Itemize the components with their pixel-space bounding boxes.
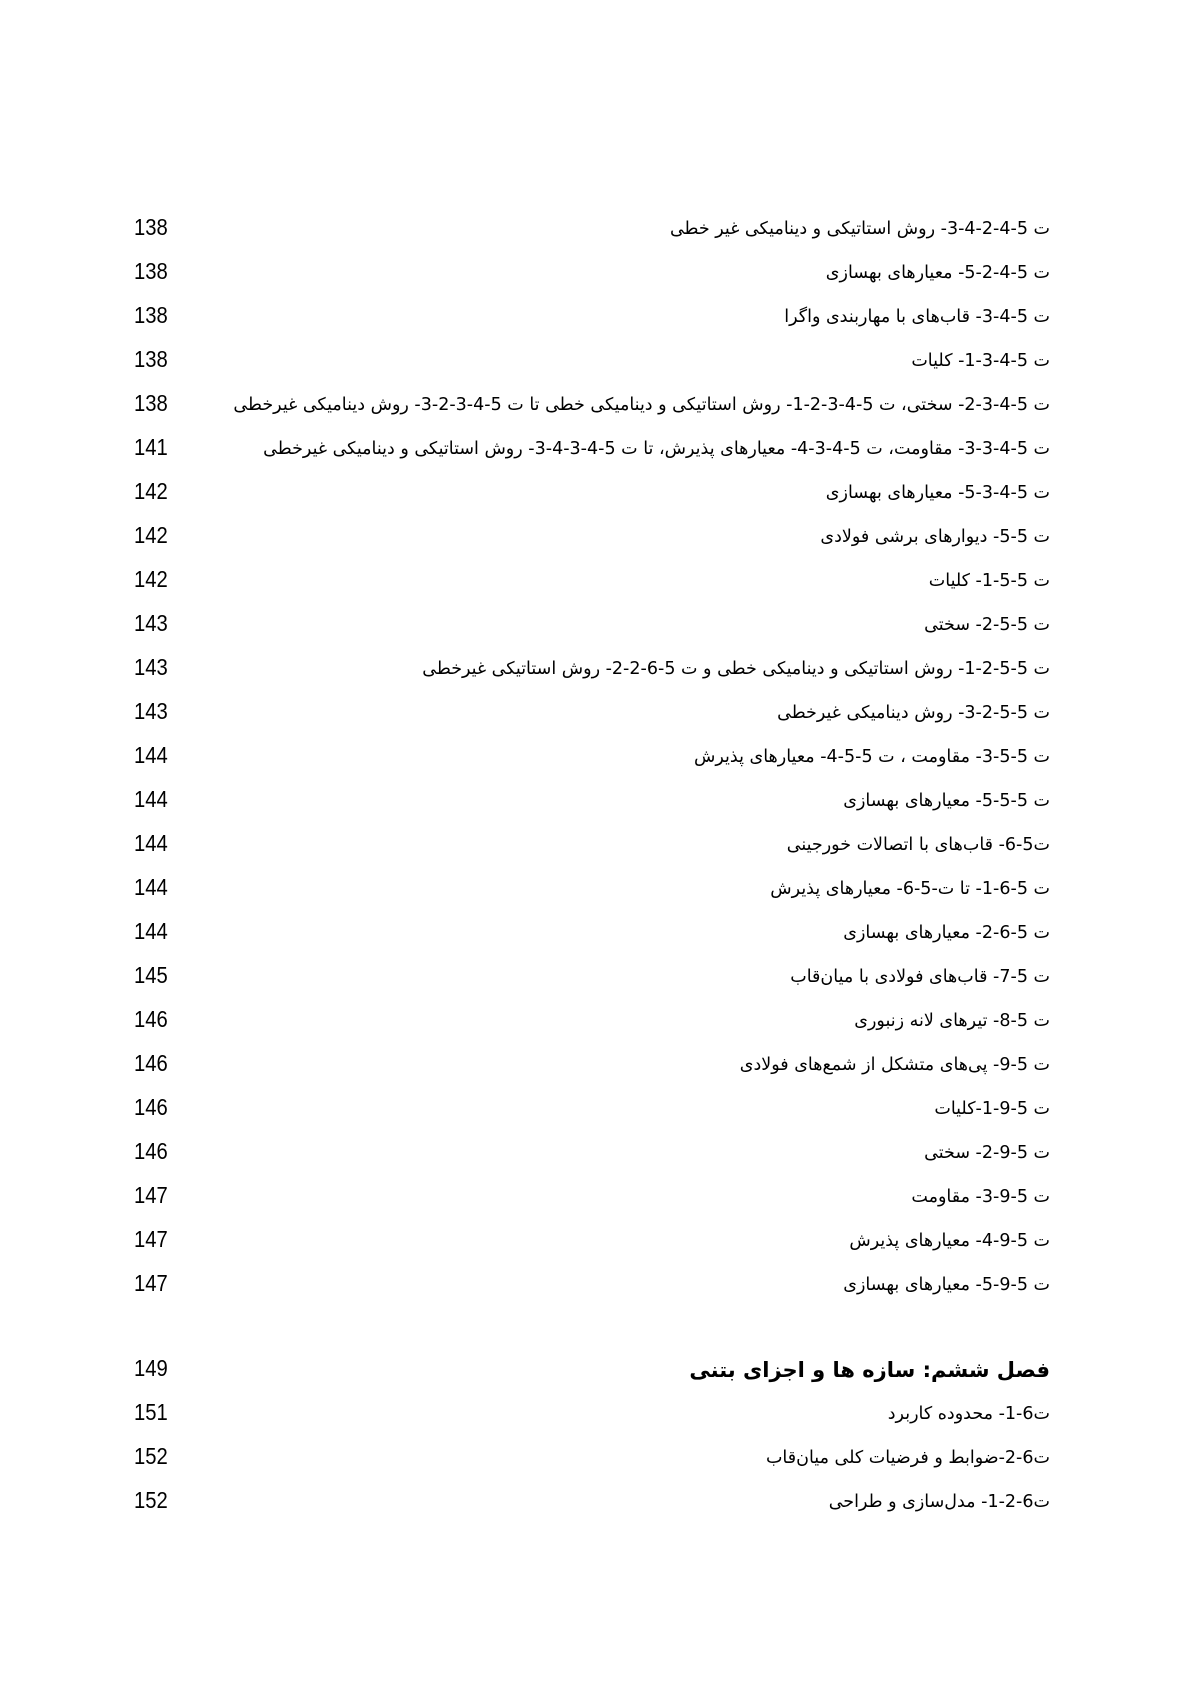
toc-page-number: 138: [134, 214, 168, 240]
toc-page-number: 146: [134, 1094, 168, 1120]
toc-entry-title: ت 5-9-2- سختی: [924, 1143, 1050, 1163]
toc-entry-title: ت 5-4-3- قاب‌های با مهاربندی واگرا: [784, 307, 1050, 327]
toc-page-number: 144: [134, 874, 168, 900]
toc-entry[interactable]: [130, 1269, 1050, 1313]
toc-entry-title: ت 5-7- قاب‌های فولادی با میان‌قاب: [790, 967, 1050, 987]
toc-page-number: 143: [134, 698, 168, 724]
toc-page-number: 138: [134, 390, 168, 416]
toc-entry-title: ت 5-5-5- معیارهای بهسازی: [843, 791, 1050, 811]
toc-entry[interactable]: [130, 961, 1050, 1005]
toc-entry[interactable]: [130, 1181, 1050, 1225]
toc-entry[interactable]: [130, 829, 1050, 873]
toc-entry-title: ت 5-9-5- معیارهای بهسازی: [843, 1275, 1050, 1295]
toc-entry-title: ت 5-6-2- معیارهای بهسازی: [843, 923, 1050, 943]
toc-entry[interactable]: [130, 1225, 1050, 1269]
toc-entry-title: ت 5-6-1- تا ت-5-6- معیارهای پذیرش: [770, 879, 1050, 899]
toc-page-number: 152: [134, 1487, 168, 1513]
toc-entry-title: ت 5-5- دیوارهای برشی فولادی: [820, 527, 1050, 547]
toc-entry-title: ت 5-9-4- معیارهای پذیرش: [849, 1231, 1050, 1251]
toc-page-number: 144: [134, 830, 168, 856]
toc-entry-title: ت 5-4-2-4-3- روش استاتیکی و دینامیکی غیر خطی: [669, 219, 1050, 239]
toc-entry[interactable]: [130, 873, 1050, 917]
toc-entry-title: ت 5-5-1- کلیات: [928, 571, 1050, 591]
toc-entry[interactable]: [130, 1442, 1050, 1486]
toc-chapter-title: فصل ششم: سازه ها و اجزای بتنی: [689, 1358, 1050, 1382]
toc-entry-title: ت 5-9-3- مقاومت: [911, 1187, 1050, 1207]
toc-entry[interactable]: [130, 1049, 1050, 1093]
toc-entry[interactable]: [130, 521, 1050, 565]
toc-entry-title: ت 5-4-2-5- معیارهای بهسازی: [825, 263, 1050, 283]
table-of-contents: [130, 213, 1050, 1530]
toc-page-number: 147: [134, 1182, 168, 1208]
toc-entry-title: ت 5-5-2-1- روش استاتیکی و دینامیکی خطی و ت 5-6-2-2- روش استاتیکی غیرخطی: [422, 659, 1050, 679]
toc-entry-title: ت6-2-ضوابط و فرضیات کلی میان‌قاب: [765, 1448, 1050, 1468]
toc-entry[interactable]: [130, 1137, 1050, 1181]
toc-entry[interactable]: [130, 653, 1050, 697]
toc-entry[interactable]: [130, 257, 1050, 301]
toc-page-number: 144: [134, 786, 168, 812]
toc-entry[interactable]: [130, 785, 1050, 829]
toc-page-number: 144: [134, 742, 168, 768]
toc-entry[interactable]: [130, 433, 1050, 477]
toc-entry[interactable]: [130, 213, 1050, 257]
toc-page-number: 147: [134, 1226, 168, 1252]
toc-entry-title: ت 5-9- پی‌های متشکل از شمع‌های فولادی: [739, 1055, 1050, 1075]
toc-page-number: 142: [134, 478, 168, 504]
toc-page-number: 142: [134, 522, 168, 548]
toc-entry[interactable]: [130, 917, 1050, 961]
toc-entry[interactable]: [130, 609, 1050, 653]
toc-entry-title: ت 5-4-3-3- مقاومت، ت 5-4-3-4- معیارهای پذیرش، تا ت 5-4-3-4-3- روش استاتیکی و دینامیکی غیرخطی: [263, 439, 1050, 459]
toc-page-number: 144: [134, 918, 168, 944]
toc-entry-title: ت 5-4-3-2- سختی، ت 5-4-3-2-1- روش استاتیکی و دینامیکی خطی تا ت 5-4-3-2-3- روش دینامیکی غیرخطی: [233, 395, 1050, 415]
toc-page-number: 138: [134, 346, 168, 372]
toc-entry-title: ت6-1- محدوده کاربرد: [887, 1404, 1050, 1424]
toc-page-number: 152: [134, 1443, 168, 1469]
toc-page-number: 143: [134, 654, 168, 680]
toc-page-number: 151: [134, 1399, 168, 1425]
toc-chapter-entry[interactable]: [130, 1354, 1050, 1398]
toc-entry[interactable]: [130, 565, 1050, 609]
toc-entry-title: ت 5-5-2- سختی: [924, 615, 1050, 635]
toc-page-number: 138: [134, 302, 168, 328]
toc-entry[interactable]: [130, 389, 1050, 433]
toc-entry[interactable]: [130, 345, 1050, 389]
toc-entry[interactable]: [130, 1398, 1050, 1442]
toc-entry-title: ت 5-8- تیرهای لانه زنبوری: [854, 1011, 1050, 1031]
toc-entry-title: ت5-6- قاب‌های با اتصالات خورجینی: [786, 835, 1050, 855]
toc-entry-title: ت 5-4-3-5- معیارهای بهسازی: [825, 483, 1050, 503]
toc-page-number: 142: [134, 566, 168, 592]
toc-entry-title: ت6-2-1- مدل‌سازی و طراحی: [828, 1492, 1050, 1512]
toc-entry[interactable]: [130, 301, 1050, 345]
toc-entry-title: ت 5-5-3- مقاومت ، ت 5-5-4- معیارهای پذیرش: [694, 747, 1050, 767]
toc-entry[interactable]: [130, 1093, 1050, 1137]
toc-entry[interactable]: [130, 1486, 1050, 1530]
toc-page-number: 149: [134, 1355, 168, 1381]
toc-entry-title: ت 5-4-3-1- کلیات: [911, 351, 1050, 371]
toc-page-number: 145: [134, 962, 168, 988]
toc-page-number: 138: [134, 258, 168, 284]
toc-page-number: 146: [134, 1138, 168, 1164]
toc-entry-title: ت 5-9-1-کلیات: [934, 1099, 1050, 1119]
toc-entry[interactable]: [130, 697, 1050, 741]
toc-page-number: 146: [134, 1006, 168, 1032]
toc-page-number: 141: [134, 434, 168, 460]
toc-entry[interactable]: [130, 1005, 1050, 1049]
toc-page-number: 147: [134, 1270, 168, 1296]
toc-entry[interactable]: [130, 477, 1050, 521]
toc-entry-title: ت 5-5-2-3- روش دینامیکی غیرخطی: [777, 703, 1050, 723]
toc-page-number: 143: [134, 610, 168, 636]
toc-page-number: 146: [134, 1050, 168, 1076]
toc-entry[interactable]: [130, 741, 1050, 785]
